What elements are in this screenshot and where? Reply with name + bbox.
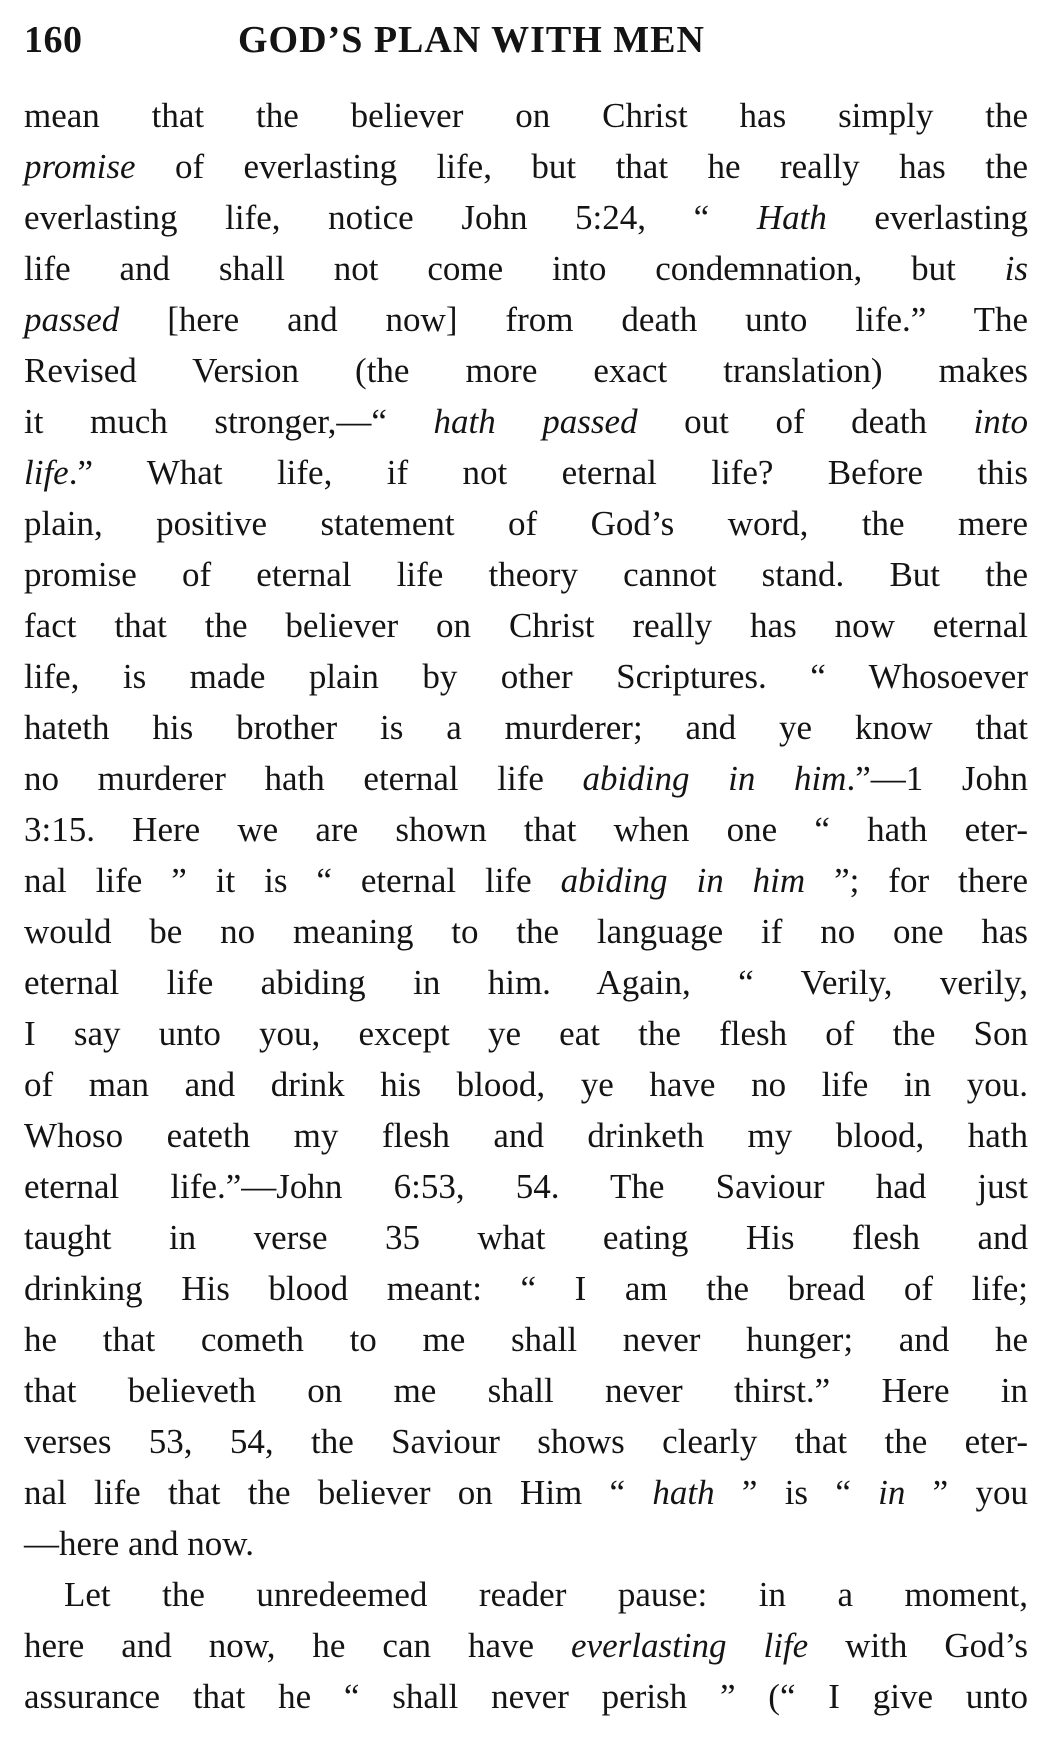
text-line: promise of eternal life theory cannot stand. But the <box>24 555 1028 594</box>
text-line: no murderer hath eternal life abiding in him.”—1 John <box>24 759 1028 798</box>
text-line: taught in verse 35 what eating His flesh and <box>24 1218 1028 1257</box>
text-line: —here and now. <box>24 1524 255 1563</box>
text-line: plain, positive statement of God’s word, the mere <box>24 504 1028 543</box>
text-line: it much stronger,—“ hath passed out of death into <box>24 402 1028 441</box>
text-line: mean that the believer on Christ has simply the <box>24 96 1028 135</box>
text-line: life, is made plain by other Scriptures. “ Whosoever <box>24 657 1028 696</box>
text-line: Revised Version (the more exact translation) makes <box>24 351 1028 390</box>
text-line: life and shall not come into condemnation, but is <box>24 249 1028 288</box>
text-line: life.” What life, if not eternal life? Before this <box>24 453 1028 492</box>
book-title: GOD’S PLAN WITH MEN <box>238 19 705 61</box>
text-line: fact that the believer on Christ really has now eternal <box>24 606 1028 645</box>
text-line: passed [here and now] from death unto life.” The <box>24 300 1028 339</box>
text-line: verses 53, 54, the Saviour shows clearly that the eter- <box>24 1422 1028 1461</box>
text-line: I say unto you, except ye eat the flesh of the Son <box>24 1014 1028 1053</box>
text-line: Let the unredeemed reader pause: in a moment, <box>64 1575 1028 1614</box>
text-line: assurance that he “ shall never perish ” (“ I give unto <box>24 1677 1028 1716</box>
text-line: he that cometh to me shall never hunger; and he <box>24 1320 1028 1359</box>
text-line: promise of everlasting life, but that he really has the <box>24 147 1028 186</box>
text-line: of man and drink his blood, ye have no life in you. <box>24 1065 1028 1104</box>
text-line: everlasting life, notice John 5:24, “ Hath everlasting <box>24 198 1028 237</box>
text-line: 3:15. Here we are shown that when one “ hath eter- <box>24 810 1028 849</box>
text-line: hateth his brother is a murderer; and ye know that <box>24 708 1028 747</box>
text-line: would be no meaning to the language if no one has <box>24 912 1028 951</box>
text-line: nal life ” it is “ eternal life abiding in him ”; for there <box>24 861 1028 900</box>
text-line: eternal life abiding in him. Again, “ Verily, verily, <box>24 963 1028 1002</box>
text-line: Whoso eateth my flesh and drinketh my blood, hath <box>24 1116 1028 1155</box>
text-line: drinking His blood meant: “ I am the bread of life; <box>24 1269 1028 1308</box>
running-head <box>24 18 1028 68</box>
book-page <box>24 18 1028 1722</box>
page-number: 160 <box>24 19 83 61</box>
text-line: that believeth on me shall never thirst.” Here in <box>24 1371 1028 1410</box>
text-line: nal life that the believer on Him “ hath ” is “ in ” you <box>24 1473 1028 1512</box>
body-text <box>24 90 1028 1722</box>
text-line: here and now, he can have everlasting life with God’s <box>24 1626 1028 1665</box>
text-line: eternal life.”—John 6:53, 54. The Saviour had just <box>24 1167 1028 1206</box>
